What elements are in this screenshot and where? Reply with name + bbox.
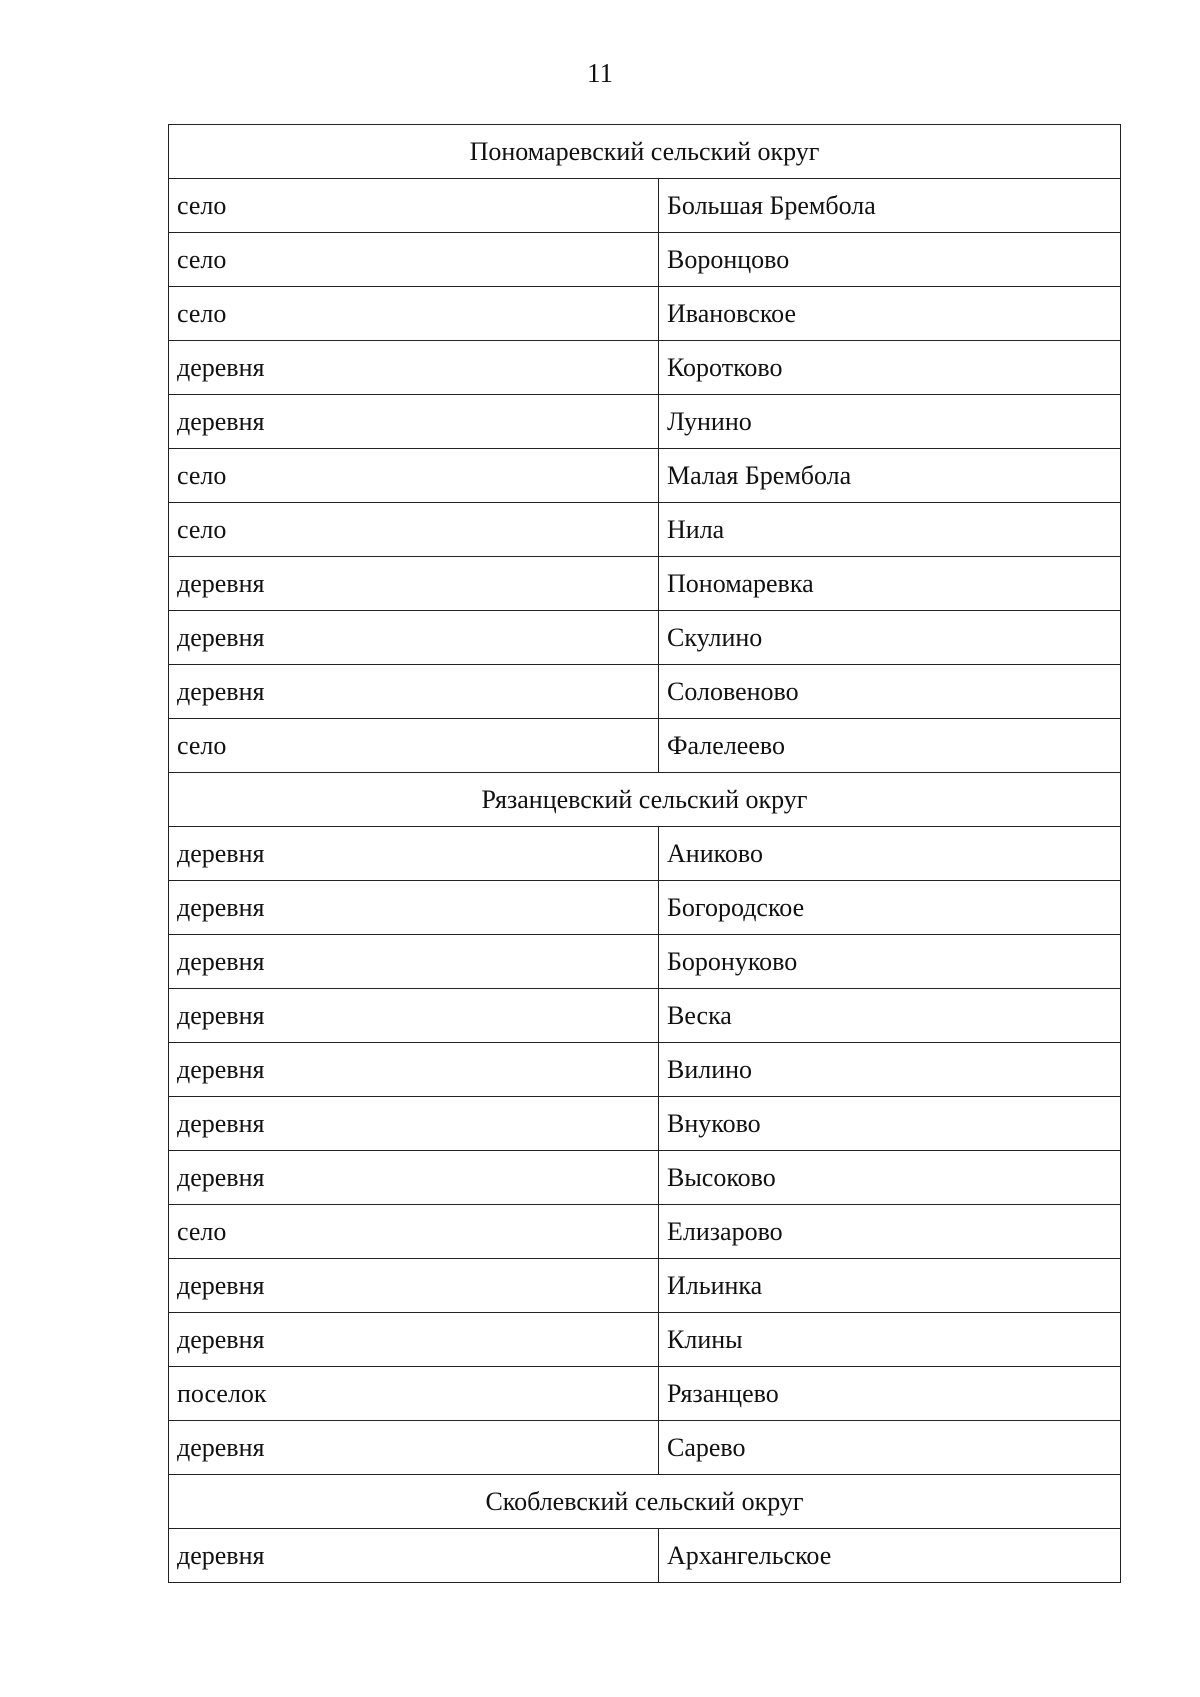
settlement-name: Скулино	[659, 611, 1121, 665]
table-row	[169, 935, 1121, 989]
district-name: Скоблевский сельский округ	[169, 1475, 1121, 1529]
settlements-table	[168, 124, 1121, 1583]
settlement-type: деревня	[169, 935, 659, 989]
table-row	[169, 881, 1121, 935]
settlement-name: Сарево	[659, 1421, 1121, 1475]
table-row	[169, 395, 1121, 449]
settlement-type: село	[169, 233, 659, 287]
settlement-type: поселок	[169, 1367, 659, 1421]
table-row	[169, 1043, 1121, 1097]
settlement-name: Пономаревка	[659, 557, 1121, 611]
table-row	[169, 1529, 1121, 1583]
table-row	[169, 341, 1121, 395]
table-row	[169, 503, 1121, 557]
page-number: 11	[587, 58, 613, 88]
table-row	[169, 719, 1121, 773]
settlement-type: деревня	[169, 395, 659, 449]
table-row	[169, 827, 1121, 881]
district-name: Пономаревский сельский округ	[169, 125, 1121, 179]
settlement-name: Большая Брембола	[659, 179, 1121, 233]
settlement-name: Малая Брембола	[659, 449, 1121, 503]
district-name: Рязанцевский сельский округ	[169, 773, 1121, 827]
settlement-type: деревня	[169, 1529, 659, 1583]
settlement-type: село	[169, 719, 659, 773]
settlement-name: Веска	[659, 989, 1121, 1043]
settlement-name: Внуково	[659, 1097, 1121, 1151]
settlement-name: Соловеново	[659, 665, 1121, 719]
settlement-name: Ильинка	[659, 1259, 1121, 1313]
settlement-type: деревня	[169, 557, 659, 611]
settlement-type: деревня	[169, 611, 659, 665]
settlement-type: деревня	[169, 1313, 659, 1367]
settlement-type: деревня	[169, 1421, 659, 1475]
table-row	[169, 1097, 1121, 1151]
table-row	[169, 989, 1121, 1043]
settlement-name: Богородское	[659, 881, 1121, 935]
settlement-type: деревня	[169, 665, 659, 719]
settlement-type: село	[169, 503, 659, 557]
settlement-type: деревня	[169, 1259, 659, 1313]
settlement-name: Клины	[659, 1313, 1121, 1367]
table-row	[169, 1367, 1121, 1421]
settlement-type: деревня	[169, 881, 659, 935]
settlement-name: Аниково	[659, 827, 1121, 881]
settlement-name: Высоково	[659, 1151, 1121, 1205]
table-row	[169, 1151, 1121, 1205]
settlement-type: деревня	[169, 341, 659, 395]
settlement-type: деревня	[169, 827, 659, 881]
settlement-type: деревня	[169, 1043, 659, 1097]
settlement-name: Рязанцево	[659, 1367, 1121, 1421]
table-row	[169, 1259, 1121, 1313]
settlement-type: село	[169, 449, 659, 503]
settlement-name: Фалелеево	[659, 719, 1121, 773]
settlement-name: Лунино	[659, 395, 1121, 449]
table-row	[169, 179, 1121, 233]
table-row	[169, 287, 1121, 341]
settlement-type: село	[169, 179, 659, 233]
table-row	[169, 557, 1121, 611]
settlement-type: деревня	[169, 1097, 659, 1151]
settlement-name: Нила	[659, 503, 1121, 557]
settlement-type: село	[169, 1205, 659, 1259]
district-header-row	[169, 773, 1121, 827]
settlement-name: Коротково	[659, 341, 1121, 395]
table-row	[169, 233, 1121, 287]
settlement-type: деревня	[169, 1151, 659, 1205]
table-row	[169, 611, 1121, 665]
table-row	[169, 1205, 1121, 1259]
settlement-name: Елизарово	[659, 1205, 1121, 1259]
district-header-row	[169, 125, 1121, 179]
table-row	[169, 1421, 1121, 1475]
settlement-name: Архангельское	[659, 1529, 1121, 1583]
district-header-row	[169, 1475, 1121, 1529]
settlements-table-body	[169, 125, 1121, 1583]
settlement-name: Воронцово	[659, 233, 1121, 287]
settlement-type: село	[169, 287, 659, 341]
settlement-name: Ивановское	[659, 287, 1121, 341]
settlement-name: Боронуково	[659, 935, 1121, 989]
table-row	[169, 1313, 1121, 1367]
settlement-type: деревня	[169, 989, 659, 1043]
table-row	[169, 665, 1121, 719]
settlement-name: Вилино	[659, 1043, 1121, 1097]
table-row	[169, 449, 1121, 503]
